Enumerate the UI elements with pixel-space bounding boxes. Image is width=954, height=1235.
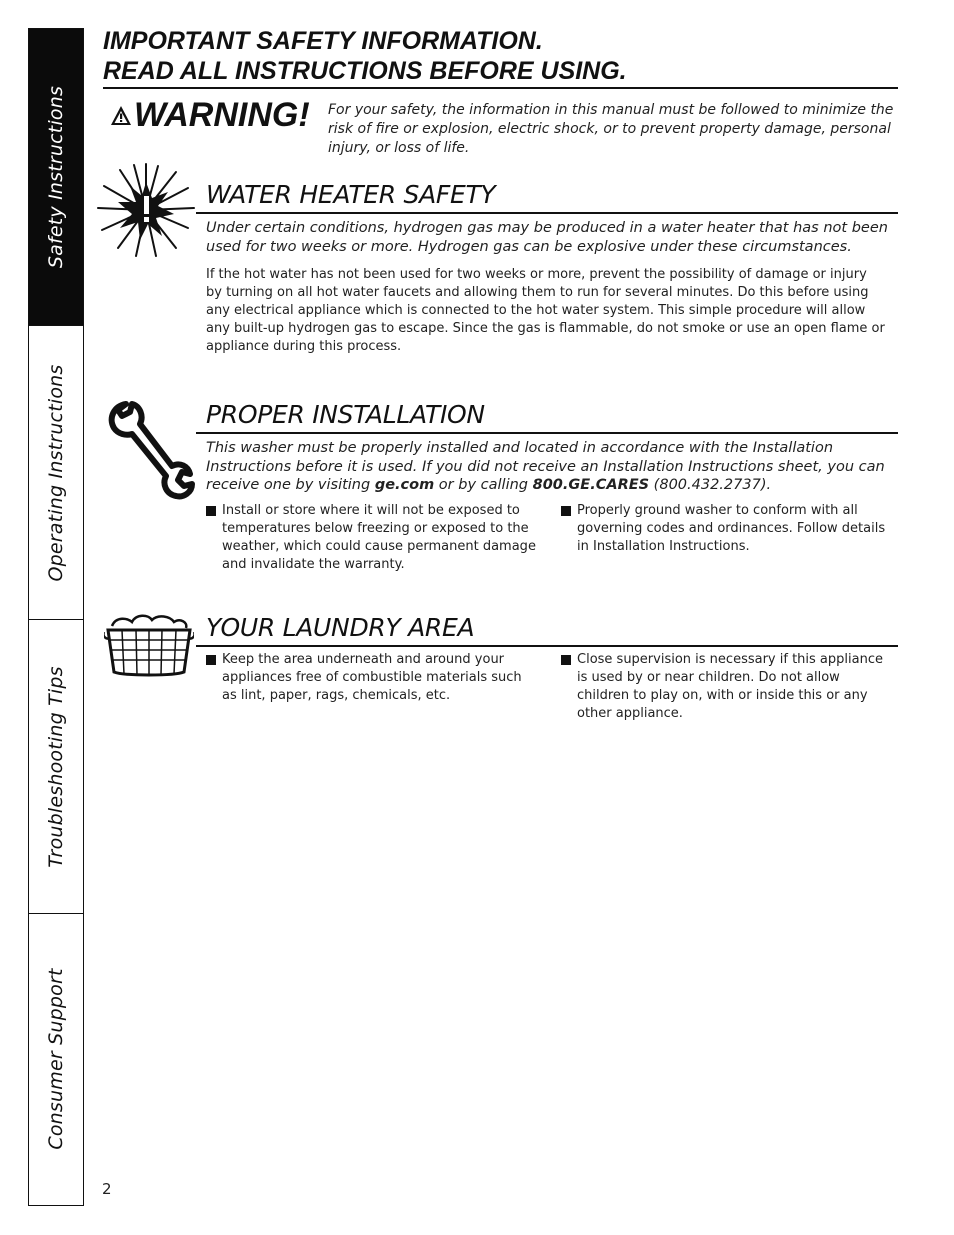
- tab-consumer-support[interactable]: [29, 914, 83, 1204]
- laundry-divider: [196, 645, 898, 647]
- water-heater-title: WATER HEATER SAFETY: [206, 180, 496, 209]
- header-line-1: IMPORTANT SAFETY INFORMATION.: [103, 27, 543, 55]
- explosion-icon: [96, 162, 196, 258]
- tab-operating-instructions[interactable]: [29, 326, 83, 620]
- tab-safety-instructions[interactable]: [29, 29, 83, 326]
- installation-lead-text-3: (800.432.2737).: [649, 477, 772, 493]
- bullet-square-icon: [561, 506, 571, 516]
- warning-text: For your safety, the information in this manual must be followed to minimize the risk of fire or explosion, electric shock, or to prevent property damage, personal injury, or loss of life.: [328, 102, 894, 156]
- bullet-square-icon: [561, 655, 571, 665]
- installation-lead-text-1: This washer must be properly installed and located in accordance with the Installation Instructions before it is used. If you did not receive an Installation Instructions sheet, you can receive one by visiting: [206, 440, 885, 493]
- page-number: 2: [102, 1180, 112, 1198]
- warning-title: WARNING!: [134, 96, 310, 134]
- laundry-title: YOUR LAUNDRY AREA: [206, 613, 475, 642]
- phone-number: 800.GE.CARES: [532, 477, 650, 493]
- list-item: [561, 651, 893, 723]
- list-item: [206, 651, 536, 705]
- website-link[interactable]: ge.com: [374, 477, 435, 493]
- water-heater-lead: Under certain conditions, hydrogen gas may be produced in a water heater that has not been used for two weeks or more. Hydrogen gas can be explosive under these circumstances.: [206, 220, 888, 255]
- list-item: [206, 502, 536, 574]
- tab-label: Troubleshooting Tips: [45, 665, 67, 868]
- installation-lead-text-2: or by calling: [434, 477, 533, 493]
- page-header: [103, 26, 898, 86]
- tab-troubleshooting-tips[interactable]: [29, 620, 83, 914]
- bullet-text: Close supervision is necessary if this appliance is used by or near children. Do not allow children to play on, with or inside this or any other appliance.: [577, 652, 883, 721]
- water-heater-body: If the hot water has not been used for two weeks or more, prevent the possibility of damage or injury by turning on all hot water faucets and allowing them to run for several minutes. Do this before using any electrical appliance which is connected to the hot water system. This simple procedure will allow any built-up hydrogen gas to escape. Since the gas is flammable, do not smoke or use an open flame or appliance during this process.: [206, 267, 885, 354]
- warning-heading: [110, 96, 310, 135]
- installation-divider: [196, 432, 898, 434]
- wrench-icon: [104, 396, 196, 502]
- tab-label: Consumer Support: [45, 968, 67, 1150]
- bullet-square-icon: [206, 655, 216, 665]
- warning-triangle-icon: [110, 105, 132, 127]
- installation-title: PROPER INSTALLATION: [206, 400, 485, 429]
- bullet-text: Properly ground washer to conform with all governing codes and ordinances. Follow details in Installation Instructions.: [577, 503, 886, 554]
- bullet-text: Keep the area underneath and around your appliances free of combustible materials such as lint, paper, rags, chemicals, etc.: [222, 652, 522, 703]
- bullet-text: Install or store where it will not be exposed to temperatures below freezing or exposed to the weather, which could cause permanent damage and invalidate the warranty.: [222, 503, 536, 572]
- installation-lead: [206, 439, 886, 495]
- tab-label: Operating Instructions: [45, 363, 67, 582]
- bullet-square-icon: [206, 506, 216, 516]
- list-item: [561, 502, 891, 556]
- header-line-2: READ ALL INSTRUCTIONS BEFORE USING.: [103, 57, 627, 85]
- tab-label: Safety Instructions: [45, 85, 67, 269]
- laundry-basket-icon: [104, 612, 194, 678]
- section-tabs: [28, 28, 84, 1206]
- header-divider: [103, 87, 898, 89]
- water-heater-divider: [196, 212, 898, 214]
